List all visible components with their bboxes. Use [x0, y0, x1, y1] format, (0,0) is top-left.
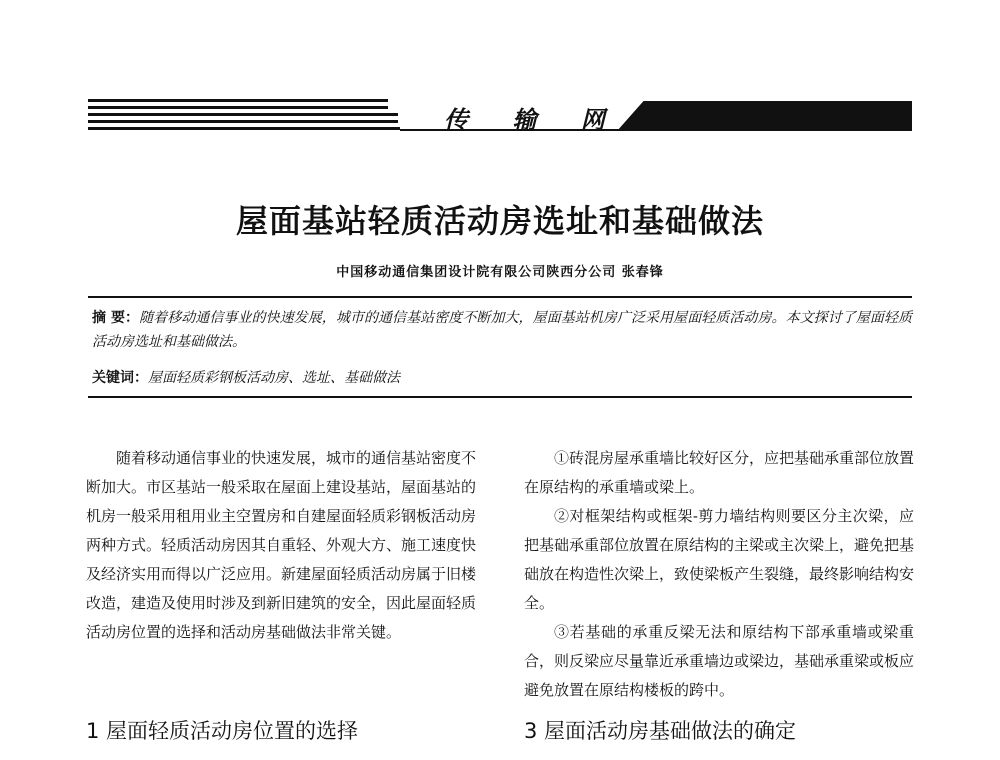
keywords: [92, 366, 912, 390]
keywords-label: 关键词：: [92, 370, 148, 386]
article-title: 屋面基站轻质活动房选址和基础做法: [235, 202, 764, 240]
abstract-top-rule: [88, 296, 912, 298]
abstract: [92, 306, 912, 354]
body-paragraph: ②对框架结构或框架-剪力墙结构则要区分主次梁，应把基础承重部位放置在原结构的主梁或主次梁上，避免把基础放在构造性次梁上，致使梁板产生裂缝，最终影响结构安全。: [524, 507, 915, 612]
section-label: 传 输 网: [444, 105, 623, 134]
header-rule-2: [88, 106, 388, 109]
header-rule-3: [88, 113, 398, 116]
author-affiliation: 中国移动通信集团设计院有限公司陕西分公司 张春锋: [336, 265, 664, 280]
header-black-wedge: [617, 101, 912, 131]
intro-paragraph: 随着移动通信事业的快速发展，城市的通信基站密度不断加大。市区基站一般采取在屋面上建设基站，屋面基站的机房一般采用租用业主空置房和自建屋面轻质彩钢板活动房两种方式。轻质活动房因其自重轻、外观大方、施工速度快及经济实用而得以广泛应用。新建屋面轻质活动房属于旧楼改造，建造及使用时涉及到新旧建筑的安全，因此屋面轻质活动房位置的选择和活动房基础做法非常关键。: [86, 449, 477, 641]
right-column: [524, 444, 914, 705]
abstract-bottom-rule: [88, 396, 912, 398]
section-heading-1: 1 屋面轻质活动房位置的选择: [86, 719, 359, 743]
header-rule-5: [88, 127, 400, 130]
header-rule-1: [88, 99, 388, 102]
section-heading-3: 3 屋面活动房基础做法的确定: [524, 719, 797, 743]
body-paragraph: ①砖混房屋承重墙比较好区分，应把基础承重部位放置在原结构的承重墙或梁上。: [524, 449, 915, 496]
body-paragraph: ③若基础的承重反梁无法和原结构下部承重墙或梁重合，则反梁应尽量靠近承重墙边或梁边，基础承重梁或板应避免放置在原结构楼板的跨中。: [524, 623, 915, 699]
journal-header-band: [0, 96, 1000, 136]
abstract-text: 随着移动通信事业的快速发展，城市的通信基站密度不断加大，屋面基站机房广泛采用屋面轻质活动房。本文探讨了屋面轻质活动房选址和基础做法。: [92, 310, 912, 350]
header-rule-4: [88, 120, 398, 123]
abstract-label: 摘 要：: [92, 310, 140, 326]
left-column: [86, 444, 476, 647]
keywords-text: 屋面轻质彩钢板活动房、选址、基础做法: [148, 370, 400, 386]
